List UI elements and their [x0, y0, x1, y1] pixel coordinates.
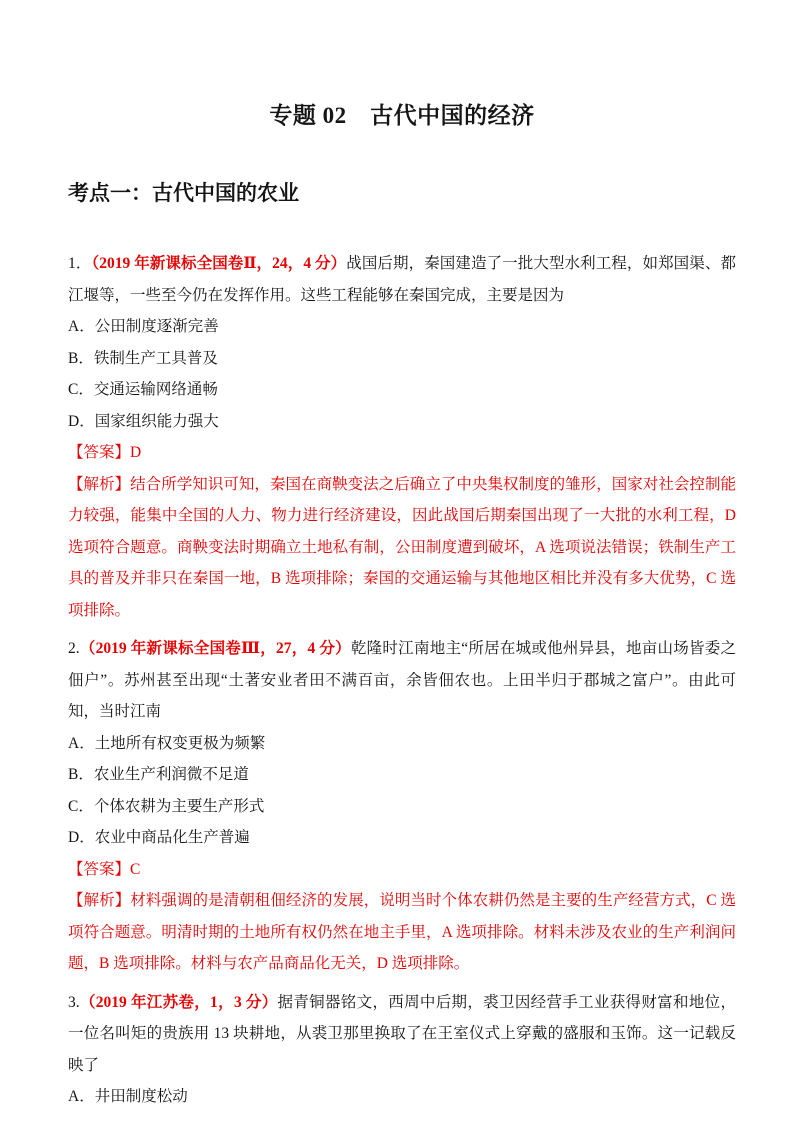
question-2-answer-value: C — [130, 860, 141, 878]
question-1-answer — [68, 437, 736, 469]
question-1-number: 1． — [68, 255, 92, 272]
question-2 — [68, 633, 736, 980]
question-2-option-c: C．个体农耕为主要生产形式 — [68, 797, 265, 815]
question-2-analysis: 【解析】材料强调的是清朝租佃经济的发展，说明当时个体农耕仍然是主要的生产经营方式，C 选项符合题意。明清时期的土地所有权仍然在地主手里，A 选项排除。材料未涉及农业的生产利润问题，B 选项排除。材料与农产品商品化无关，D 选项排除。 — [68, 892, 736, 972]
question-2-option-d: D．农业中商品化生产普遍 — [68, 829, 250, 846]
question-3-source: （2019 年江苏卷，1，3 分） — [79, 993, 278, 1011]
question-1-source: （2019 年新课标全国卷Ⅱ，24，4 分） — [91, 255, 347, 272]
question-2-option-b: B．农业生产利润微不足道 — [68, 766, 249, 783]
question-1-analysis: 【解析】结合所学知识可知，秦国在商鞅变法之后确立了中央集权制度的雏形，国家对社会控制能力较强，能集中全国的人力、物力进行经济建设，因此战国后期秦国出现了一大批的水利工程，D 选项符合题意。商鞅变法时期确立土地私有制，公田制度遭到破坏，A 选项说法错误；铁制生产工具的普及并非只在秦国一地，B 选项排除；秦国的交通运输与其他地区相比并没有多大优势，C 选项排除。 — [68, 475, 736, 619]
question-1-answer-label: 【答案】 — [68, 444, 131, 461]
question-2-answer-label: 【答案】 — [68, 860, 131, 878]
section-heading: 考点一：古代中国的农业 — [68, 181, 299, 205]
question-2-answer — [68, 854, 736, 886]
question-2-stem — [68, 633, 736, 728]
question-3 — [68, 987, 736, 1113]
question-1-option-d: D．国家组织能力强大 — [68, 412, 219, 430]
question-3-text: 据青铜器铭文，西周中后期，裘卫因经营手工业获得财富和地位，一位名叫矩的贵族用 13 块耕地，从裘卫那里换取了在王室仪式上穿戴的盛服和玉饰。这一记载反映了 — [68, 993, 736, 1074]
question-1-option-c: C．交通运输网络通畅 — [68, 381, 218, 398]
question-1-answer-value: D — [130, 444, 142, 461]
question-3-stem — [68, 987, 736, 1082]
question-1-stem — [68, 248, 736, 311]
question-1-option-b: B．铁制生产工具普及 — [68, 349, 218, 367]
question-2-source: （2019 年新课标全国卷Ⅲ，27，4 分） — [79, 640, 351, 657]
question-2-text: 乾隆时江南地主“所居在城或他州异县，地亩山场皆委之佃户”。苏州甚至出现“土著安业者田不满百亩，余皆佃农也。上田半归于郡城之富户”。由此可知，当时江南 — [68, 640, 736, 720]
question-3-option-a: A．井田制度松动 — [68, 1088, 188, 1105]
question-1-option-a: A．公田制度逐渐完善 — [68, 318, 219, 335]
question-2-number: 2. — [68, 640, 80, 657]
question-1 — [68, 248, 736, 626]
page-title: 专题 02 古代中国的经济 — [269, 103, 535, 128]
question-2-option-a: A．土地所有权变更极为频繁 — [68, 734, 266, 752]
question-3-number: 3. — [68, 993, 80, 1011]
question-1-text: 战国后期，秦国建造了一批大型水利工程，如郑国渠、都江堰等，一些至今仍在发挥作用。这些工程能够在秦国完成，主要是因为 — [68, 255, 736, 304]
